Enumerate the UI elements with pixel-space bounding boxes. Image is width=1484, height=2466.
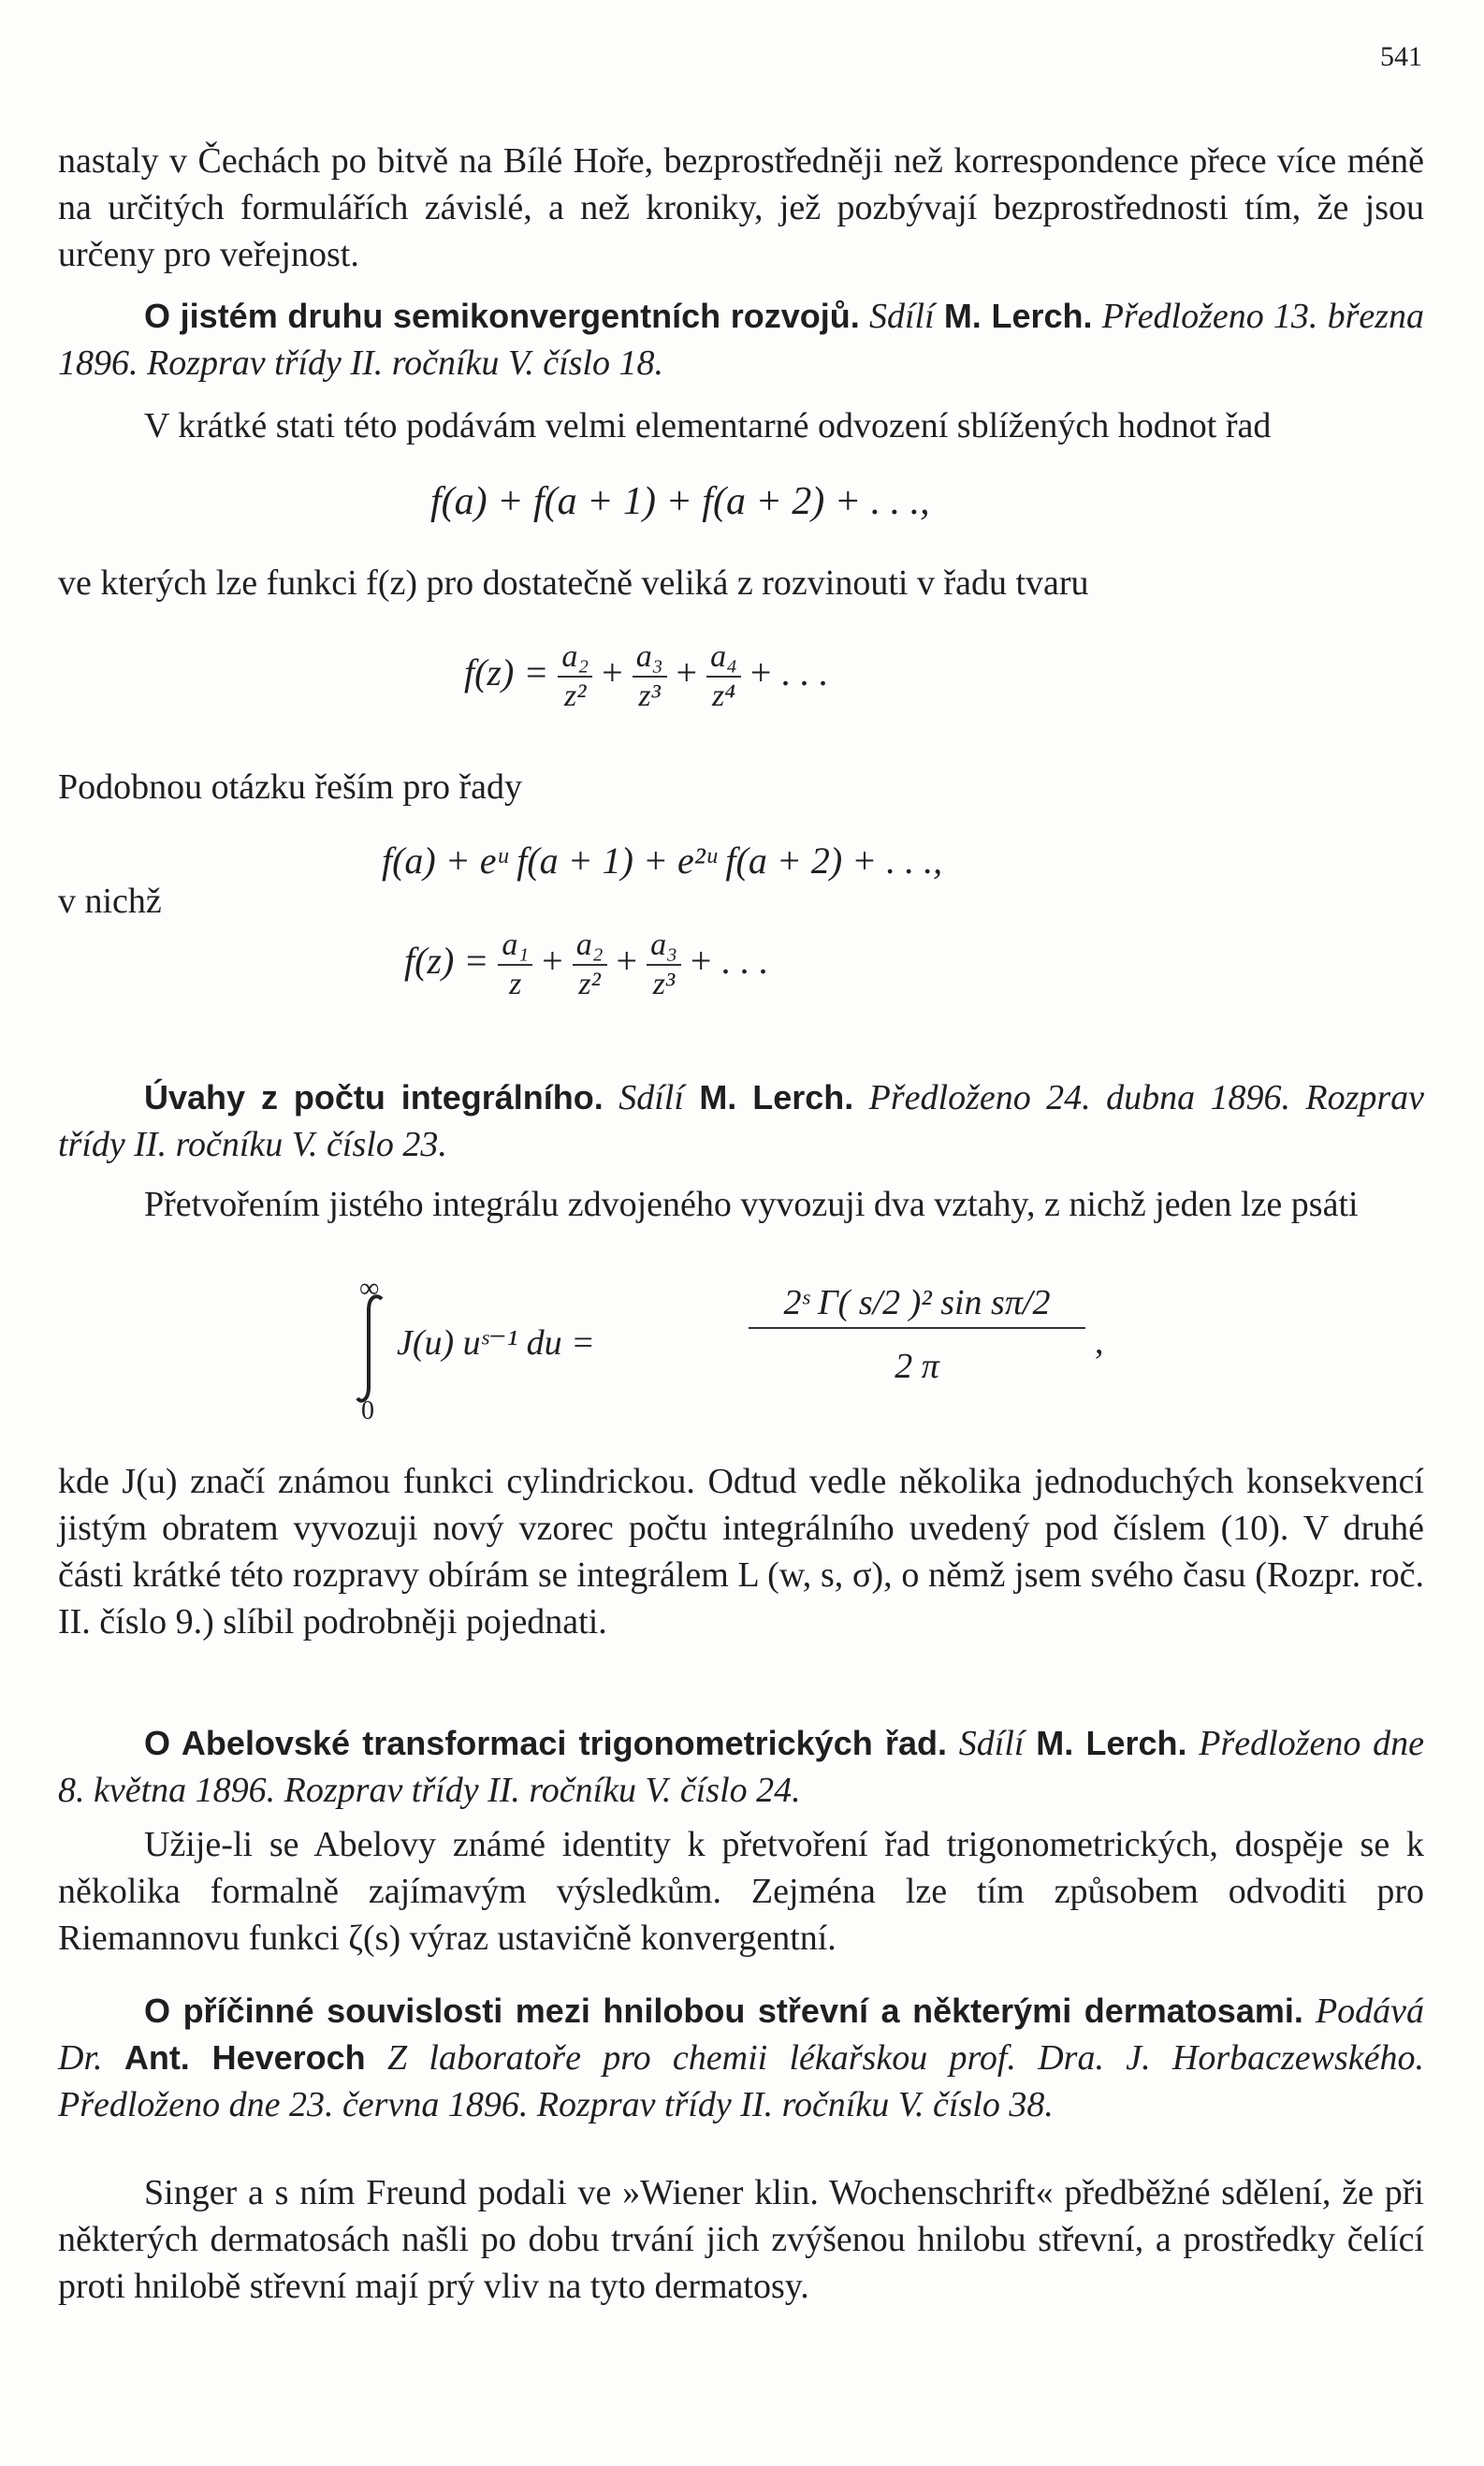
section-3-title: O Abelovské transformaci trigonometrických řad. [144, 1724, 947, 1762]
eq4-den-2: z² [578, 967, 601, 1001]
eq2-den-1: z² [564, 679, 587, 713]
section-2-equation [356, 1273, 1160, 1423]
eq2-num-3: a₄ [706, 638, 741, 678]
eq2-tail: + . . . [749, 651, 828, 694]
section-1-paragraph-4: v nichž [58, 882, 162, 921]
section-1-author: M. Lerch. [943, 297, 1093, 335]
integral-upper-limit: ∞ [359, 1273, 380, 1304]
integral-numerator: 2ˢ Γ( s/2 )² sin sπ/2 [749, 1282, 1085, 1329]
eq2-num-2: a₃ [633, 638, 667, 678]
eq4-den-3: z³ [652, 967, 676, 1001]
section-1-heading [58, 293, 1424, 387]
eq2-den-3: z⁴ [711, 679, 736, 713]
section-3-note: Předloženo dne 8. května 1896. Rozprav třídy II. ročníku V. číslo 24. [58, 1724, 1424, 1810]
eq2-fraction-3 [706, 638, 741, 715]
section-4-author-prefix: Dr. [58, 2038, 103, 2078]
section-1-paragraph-1: V krátké stati této podávám velmi elementarné odvození sblížených hodnot řad [144, 406, 1272, 445]
integral-lower-limit: 0 [361, 1396, 374, 1425]
section-1-equation-1: f(a) + f(a + 1) + f(a + 2) + . . ., [430, 480, 930, 523]
eq2-lhs: f(z) = [464, 651, 549, 694]
intro-paragraph: nastaly v Čechách po bitvě na Bílé Hoře, bezprostředněji než korrespondence přece více méně na určitých formulářích závislé, a než kroniky, jež pozbývají bezprostřednosti tím, že jsou určeny pro veřejnost. [58, 141, 1424, 274]
eq2-fraction-1 [558, 638, 592, 715]
eq4-den-1: z [509, 967, 522, 1001]
eq4-lhs: f(z) = [404, 940, 489, 983]
section-2-paragraph-2: kde J(u) značí známou funkci cylindrickou. Odtud vedle několika jednoduchých konsekvencí jistým obratem vyvozuji nový vzorec počtu integrálního uvedený pod číslem (10). V druhé části krátké této rozpravy obírám se integrálem L (w, s, σ), o němž jsem svého času (Rozpr. roč. II. číslo 9.) slíbil podrobněji pojednati. [58, 1462, 1424, 1642]
eq4-fraction-3 [647, 927, 681, 1003]
section-4-title: O příčinné souvislosti mezi hnilobou střevní a některými dermatosami. [144, 1992, 1303, 2030]
eq2-num-1: a₂ [558, 638, 592, 678]
eq4-num-2: a₂ [573, 927, 607, 966]
section-4-paragraph-1: Singer a s ním Freund podali ve »Wiener klin. Wochenschrift« předběžné sdělení, že při některých dermatosách našli po dobu trvání jich zvýšenou hnilobu střevní, a prostředky čelící proti hnilobě střevní mají prý vliv na tyto dermatosy. [58, 2173, 1424, 2306]
integral-tail: , [1095, 1322, 1104, 1362]
section-3-sdili: Sdílí [958, 1724, 1025, 1763]
section-1-paragraph-3: Podobnou otázku řeším pro řady [58, 767, 523, 807]
page-number: 541 [1380, 41, 1422, 72]
eq4-num-3: a₃ [647, 927, 681, 966]
eq4-fraction-1 [498, 927, 532, 1003]
eq4-fraction-2 [573, 927, 607, 1003]
integral-denominator: 2 π [895, 1347, 939, 1386]
section-1-paragraph-2: ve kterých lze funkci f(z) pro dostatečně veliká z rozvinouti v řadu tvaru [58, 563, 1089, 603]
section-3-heading [58, 1720, 1424, 1814]
section-3-author: M. Lerch. [1036, 1724, 1187, 1762]
section-4-heading [58, 1988, 1424, 2128]
section-2-heading [58, 1074, 1424, 1168]
section-1-note: Předloženo 13. března 1896. Rozprav třídy II. ročníku V. číslo 18. [58, 297, 1425, 383]
eq2-den-2: z³ [638, 679, 661, 713]
section-1-title: O jistém druhu semikonvergentních rozvojů. [144, 297, 860, 335]
section-1-sdili: Sdílí [868, 297, 935, 336]
section-3-paragraph-1: Užije-li se Abelovy známé identity k přetvoření řad trigonometrických, dospěje se k několika formalně zajímavým výsledkům. Zejména lze tím způsobem odvoditi pro Riemannovu funkci ζ(s) výraz ustavičně konvergentní. [58, 1825, 1424, 1958]
section-2-sdili: Sdílí [618, 1078, 684, 1117]
section-1-equation-4: f(z) = $\frac{\text{a₁}}{z}$ + $\frac{\text{a₂}}{\text{z²}}$ + $\frac{\text{a₃}}{\text{z³}}$ + . . . [404, 927, 768, 1001]
section-1-equation-2: f(z) = $\frac{\text{a₂}}{\text{z²}}$ + $\frac{\text{a₃}}{\text{z³}}$ + $\frac{\text{a₄}}{\text{z⁴}}$ + . . . [464, 639, 828, 713]
section-4-note: Z laboratoře pro chemii lékařskou prof. Dra. J. Horbaczewského. Předloženo dne 23. června 1896. Rozprav třídy II. ročníku V. číslo 38. [58, 2038, 1425, 2124]
section-4-author: Ant. Heveroch [124, 2038, 366, 2077]
section-2-author: M. Lerch. [699, 1078, 854, 1116]
eq4-tail: + . . . [690, 940, 768, 983]
section-4-podava: Podává [1315, 1992, 1425, 2031]
integrand: J(u) uˢ⁻¹ du = [397, 1323, 595, 1363]
integral-sign-icon [356, 1293, 389, 1404]
section-1-equation-3: f(a) + eᵘ f(a + 1) + e²ᵘ f(a + 2) + . . ., [382, 839, 943, 882]
section-2-note: Předloženo 24. dubna 1896. Rozprav třídy II. ročníku V. číslo 23. [58, 1078, 1425, 1164]
eq2-fraction-2 [633, 638, 667, 715]
section-2-paragraph-1: Přetvořením jistého integrálu zdvojeného vyvozuji dva vztahy, z nichž jeden lze psáti [144, 1185, 1359, 1224]
section-2-title: Úvahy z počtu integrálního. [144, 1078, 604, 1116]
eq4-num-1: a₁ [498, 927, 532, 966]
